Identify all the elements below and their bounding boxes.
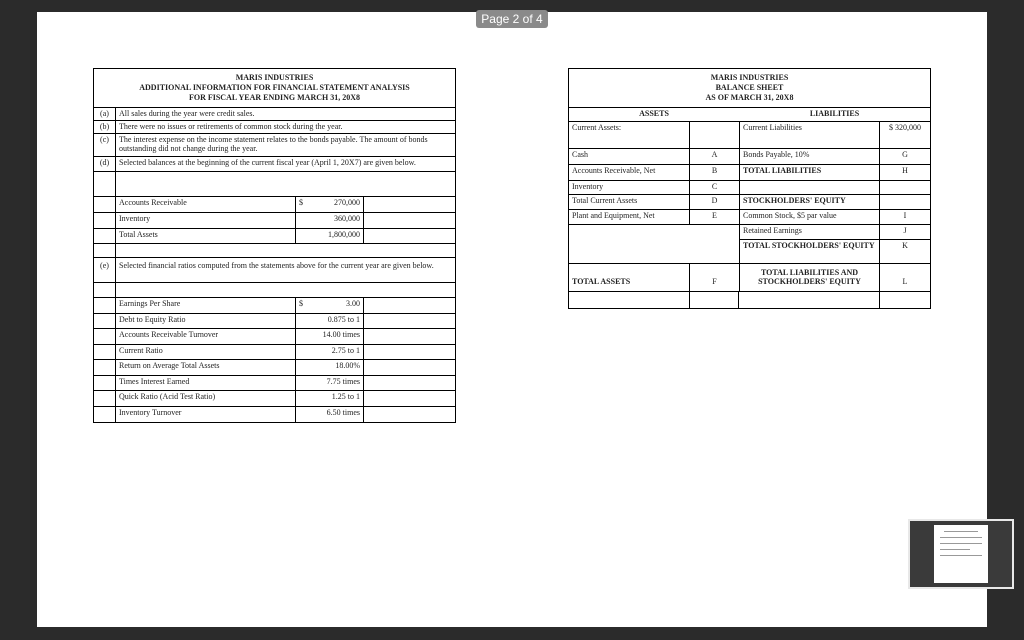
ratio-value: 18.00% (335, 361, 360, 370)
asset-value (689, 239, 739, 263)
ratio-value: 6.50 times (326, 408, 360, 417)
note-row (94, 156, 455, 171)
ratio-currency (295, 345, 310, 359)
note-row (94, 107, 455, 120)
ratio-label: Current Ratio (115, 345, 295, 359)
balance-sheet-row (569, 224, 930, 239)
spacer-cell (363, 213, 455, 228)
ratio-currency (295, 314, 310, 328)
thumbnail-page-preview (934, 525, 988, 583)
ratio-row (94, 375, 455, 390)
spacer-row (94, 171, 455, 196)
liability-label: Retained Earnings (739, 225, 879, 239)
balance-sheet-row (569, 263, 930, 291)
ratio-label: Debt to Equity Ratio (115, 314, 295, 328)
ratio-value: 1.25 to 1 (331, 392, 360, 401)
liability-label: TOTAL LIABILITIES (739, 165, 879, 180)
ratio-value: 14.00 times (322, 330, 360, 339)
asset-value: D (689, 195, 739, 209)
ratio-label: Times Interest Earned (115, 376, 295, 390)
liability-value: J (879, 225, 930, 239)
liability-label (739, 181, 879, 194)
balance-row (94, 212, 455, 228)
balance-sheet-row (569, 180, 930, 194)
thumbnail-line (940, 555, 982, 556)
liability-label: Current Liabilities (739, 122, 879, 148)
liability-value: G (879, 149, 930, 164)
asset-value: B (689, 165, 739, 180)
balance-sheet-row (569, 239, 930, 263)
statement-title: BALANCE SHEET (715, 83, 784, 92)
balance-sheet-row (569, 121, 930, 148)
spacer-cell (363, 329, 455, 344)
spacer-cell (363, 229, 455, 243)
spacer-cell (363, 197, 455, 212)
liability-value: K (879, 239, 930, 263)
spacer-cell (879, 292, 930, 308)
ratio-currency (295, 376, 310, 390)
asset-label: Current Assets: (572, 123, 622, 132)
balance-currency (295, 213, 310, 228)
balance-value: 1,800,000 (328, 230, 360, 239)
ratio-label: Accounts Receivable Turnover (115, 329, 295, 344)
note-row (94, 120, 455, 133)
balance-currency: $ (295, 197, 310, 212)
liability-label: STOCKHOLDERS' EQUITY (739, 195, 879, 209)
company-title: MARIS INDUSTRIES (235, 73, 314, 82)
spacer-cell (363, 407, 455, 422)
liability-value: H (879, 165, 930, 180)
spacer-cell (363, 376, 455, 390)
asset-label: Inventory (572, 182, 604, 191)
section-header-row (569, 107, 930, 121)
spacer-cell (363, 298, 455, 313)
liability-value: I (879, 210, 930, 224)
balance-value: 360,000 (334, 214, 360, 223)
ratio-label: Earnings Per Share (115, 298, 295, 313)
ratio-value: 7.75 times (326, 377, 360, 386)
ratio-currency (295, 391, 310, 406)
ratio-row (94, 328, 455, 344)
ratio-value: 2.75 to 1 (331, 346, 360, 355)
asset-value (689, 122, 739, 148)
ratio-currency (295, 360, 310, 375)
document-page (37, 12, 987, 627)
asset-value (689, 225, 739, 239)
ratio-value: 3.00 (346, 299, 360, 308)
page-thumbnail[interactable] (908, 519, 1014, 589)
total-underline-row (569, 291, 930, 308)
spacer-cell (363, 360, 455, 375)
spacer-cell (115, 172, 455, 196)
balance-sheet-row (569, 164, 930, 180)
ratio-row (94, 390, 455, 406)
ratio-row (94, 359, 455, 375)
asset-value: C (689, 181, 739, 194)
asset-label (569, 225, 689, 239)
company-title: MARIS INDUSTRIES (710, 73, 789, 82)
ratio-value: 0.875 to 1 (327, 315, 360, 324)
liability-label: TOTAL LIABILITIES AND STOCKHOLDERS' EQUITY (739, 264, 879, 291)
balance-label: Accounts Receivable (115, 197, 295, 212)
ratio-row (94, 313, 455, 328)
spacer-cell (689, 292, 739, 308)
note-text: The interest expense on the income statement relates to the bonds payable. The amount of bonds outstanding did not change during the year. (115, 134, 455, 156)
ratio-label: Return on Average Total Assets (115, 360, 295, 375)
liability-label: TOTAL STOCKHOLDERS' EQUITY (739, 239, 879, 263)
asset-label: Cash (572, 150, 588, 159)
note-row (94, 133, 455, 156)
balance-sheet-header (569, 69, 930, 111)
asset-value: E (689, 210, 739, 224)
liability-label: Common Stock, $5 par value (739, 210, 879, 224)
note-letter: (a) (100, 109, 109, 118)
ratio-label: Inventory Turnover (115, 407, 295, 422)
note-letter: (b) (99, 122, 110, 131)
thumbnail-line (940, 549, 970, 550)
balance-sheet-table (568, 68, 931, 309)
ratio-currency (295, 329, 310, 344)
balance-currency (295, 229, 310, 243)
note-text: All sales during the year were credit sales. (115, 108, 455, 120)
liability-label: Bonds Payable, 10% (739, 149, 879, 164)
spacer-cell (363, 314, 455, 328)
assets-header: ASSETS (639, 109, 669, 118)
balance-row (94, 228, 455, 243)
ratio-currency: $ (295, 298, 310, 313)
note-text: There were no issues or retirements of common stock during the year. (115, 121, 455, 133)
note-letter: (c) (100, 135, 109, 144)
spacer-row (94, 243, 455, 257)
additional-info-table (93, 68, 456, 423)
ratio-row (94, 406, 455, 422)
note-text: Selected financial ratios computed from the statements above for the current year are given below. (115, 258, 455, 282)
ratio-row (94, 297, 455, 313)
spacer-cell (115, 283, 455, 297)
liability-value (879, 195, 930, 209)
spacer-cell (363, 345, 455, 359)
asset-label: Total Current Assets (572, 196, 638, 205)
ratio-row (94, 344, 455, 359)
liabilities-header: LIABILITIES (809, 109, 860, 118)
balance-sheet-row (569, 148, 930, 164)
report-period: FOR FISCAL YEAR ENDING MARCH 31, 20X8 (188, 93, 361, 102)
statement-date: AS OF MARCH 31, 20X8 (705, 93, 794, 102)
ratio-label: Quick Ratio (Acid Test Ratio) (115, 391, 295, 406)
ratio-currency (295, 407, 310, 422)
thumbnail-line (940, 537, 982, 538)
note-letter: (e) (100, 261, 109, 270)
spacer-cell (363, 391, 455, 406)
note-row (94, 257, 455, 282)
balance-label: Total Assets (115, 229, 295, 243)
balance-sheet-row (569, 194, 930, 209)
asset-label: Accounts Receivable, Net (572, 166, 656, 175)
liability-value: $ 320,000 (879, 122, 930, 148)
balance-label: Inventory (115, 213, 295, 228)
spacer-cell (115, 244, 455, 257)
report-title: ADDITIONAL INFORMATION FOR FINANCIAL STATEMENT ANALYSIS (139, 83, 410, 92)
thumbnail-line (944, 531, 978, 532)
note-letter: (d) (99, 158, 110, 167)
additional-info-header (94, 69, 455, 111)
asset-label: Plant and Equipment, Net (572, 211, 655, 220)
liability-value (879, 181, 930, 194)
asset-label: TOTAL ASSETS (572, 277, 631, 286)
thumbnail-line (940, 543, 982, 544)
spacer-row (94, 282, 455, 297)
asset-label (569, 239, 689, 263)
note-text: Selected balances at the beginning of the current fiscal year (April 1, 20X7) are given below. (115, 157, 455, 171)
liability-value: L (879, 264, 930, 291)
balance-value: 270,000 (334, 198, 360, 207)
asset-value: A (689, 149, 739, 164)
balance-row (94, 196, 455, 212)
asset-value: F (689, 264, 739, 291)
page-indicator: Page 2 of 4 (476, 10, 548, 28)
balance-sheet-row (569, 209, 930, 224)
